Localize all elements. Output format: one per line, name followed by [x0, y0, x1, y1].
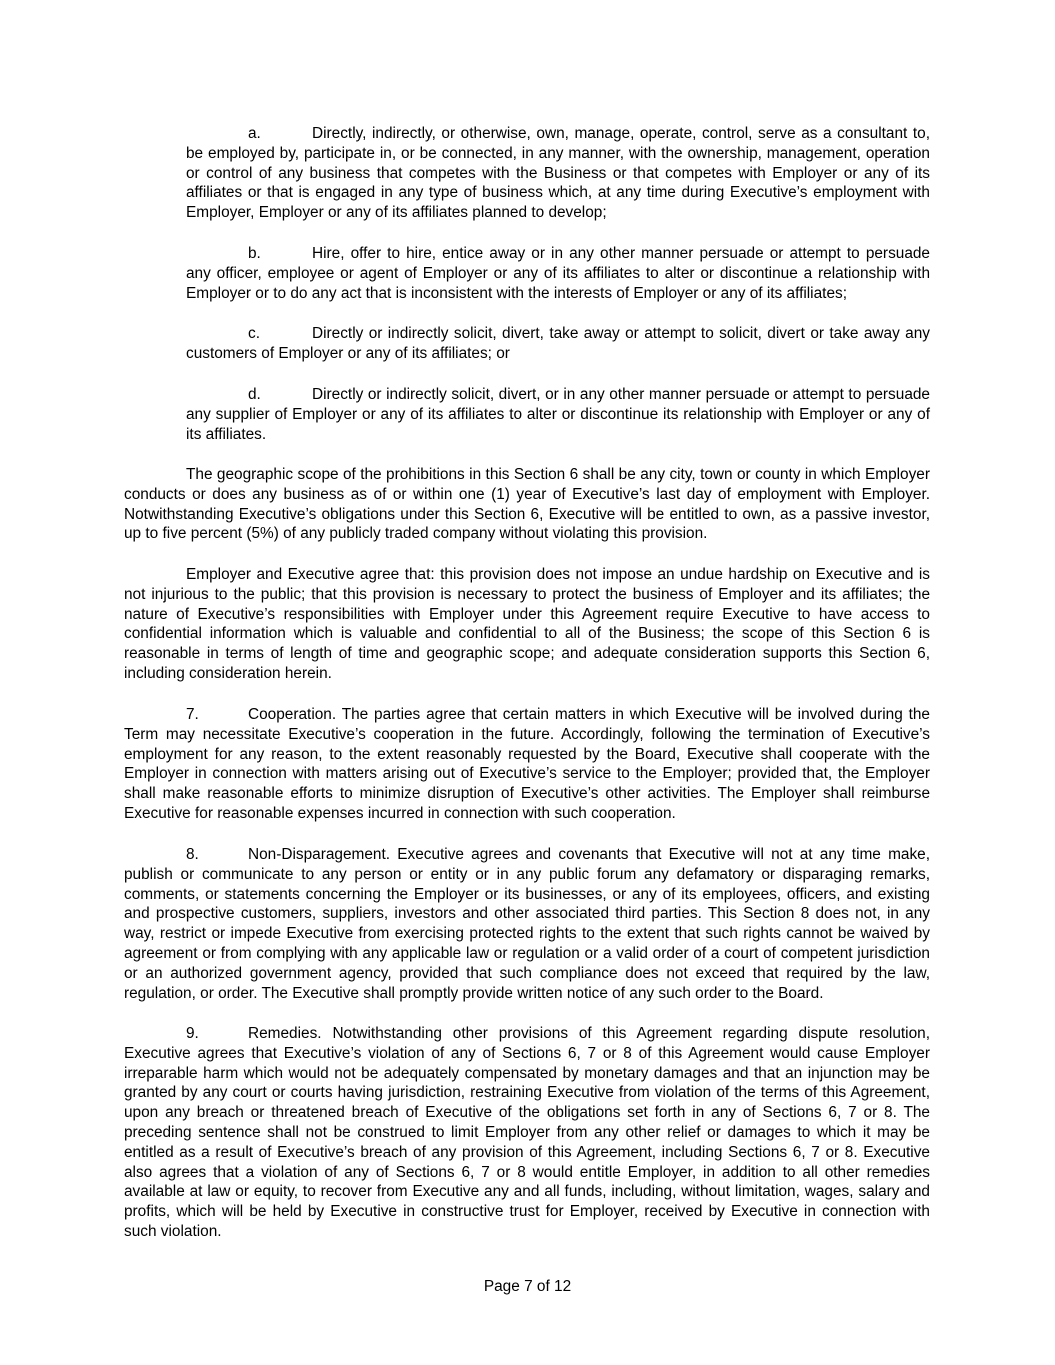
clause-b-text: Hire, offer to hire, entice away or in any other manner persuade or attempt to persuade any officer, employee or agent of Employer or any of its affiliates to alter or discontinue a relationship with Employer or to do any act that is inconsistent with the interests of Employer or any of its affiliates;	[186, 245, 930, 302]
clause-d-marker: d.	[248, 386, 261, 403]
section-9	[124, 1024, 930, 1242]
page-number-footer: Page 7 of 12	[483, 1278, 572, 1295]
agreement-paragraph	[124, 565, 930, 684]
geographic-scope-paragraph	[124, 465, 930, 544]
clause-a	[186, 124, 930, 223]
section-9-text: Notwithstanding other provisions of this Agreement regarding dispute resolution, Executive agrees that Executive’s violation of any of Sections 6, 7 or 8 of this Agreement would cause Employer irreparable harm which would not be adequately compensated by monetary damages and that an injunction may be granted by any court or courts having jurisdiction, restraining Executive from violation of the terms of this Agreement, upon any breach or threatened breach of Executive of the obligations set forth in any of Sections 6, 7 or 8. The preceding sentence shall not be construed to limit Employer from any other relief or damages to which it may be entitled as a result of Executive’s breach of any provision of this Agreement, including Sections 6, 7 or 8. Executive also agrees that a violation of any of Sections 6, 7 or 8 would entitle Employer, in addition to all other remedies available at law or equity, to recover from Executive any and all funds, including, without limitation, wages, salary and profits, which will be held by Executive in constructive trust for Employer, received by Executive in connection with such violation.	[124, 1025, 930, 1240]
clause-c-marker: c.	[248, 325, 260, 342]
clause-d	[186, 385, 930, 444]
clause-a-marker: a.	[248, 125, 261, 142]
clause-d-text: Directly or indirectly solicit, divert, or in any other manner persuade or attempt to persuade any supplier of Employer or any of its affiliates to alter or discontinue its relationship with Employer or any of its affiliates.	[186, 386, 930, 443]
section-8-heading: Non-Disparagement.	[248, 846, 391, 863]
section-9-number: 9.	[186, 1025, 199, 1042]
section-7-number: 7.	[186, 706, 199, 723]
clause-c-text: Directly or indirectly solicit, divert, take away or attempt to solicit, divert or take away any customers of Employer or any of its affiliates; or	[186, 325, 930, 362]
agreement-text: Employer and Executive agree that: this provision does not impose an undue hardship on Executive and is not injurious to the public; that this provision is necessary to protect the business of Employer and its affiliates; the nature of Executive’s responsibilities with Employer under this Agreement require Executive to have access to confidential information which is valuable and confidential to all of the Business; the scope of this Section 6 is reasonable in terms of length of time and geographic scope; and adequate consideration supports this Section 6, including consideration herein.	[124, 566, 930, 682]
geographic-scope-text: The geographic scope of the prohibitions in this Section 6 shall be any city, town or county in which Employer conducts or does any business as of or within one (1) year of Executive’s last day of employment with Employer. Notwithstanding Executive’s obligations under this Section 6, Executive will be entitled to own, as a passive investor, up to five percent (5%) of any publicly traded company without violating this provision.	[124, 466, 930, 543]
section-7-text: The parties agree that certain matters in which Executive will be involved during the Term may necessitate Executive’s cooperation in the future. Accordingly, following the termination of Executive’s employment for any reason, to the extent reasonably requested by the Board, Executive shall cooperate with the Employer in connection with matters arising out of Executive’s service to the Employer; provided that, the Employer shall make reasonable efforts to minimize disruption of Executive’s other activities. The Employer shall reimburse Executive for reasonable expenses incurred in connection with such cooperation.	[124, 706, 930, 822]
section-7-heading: Cooperation.	[248, 706, 337, 723]
clause-b-marker: b.	[248, 245, 261, 262]
section-8-number: 8.	[186, 846, 199, 863]
section-8	[124, 845, 930, 1003]
section-8-text: Executive agrees and covenants that Executive will not at any time make, publish or communicate to any person or entity or in any public forum any defamatory or disparaging remarks, comments, or statements concerning the Employer or its businesses, or any of its employees, officers, and existing and prospective customers, suppliers, investors and other associated third parties. This Section 8 does not, in any way, restrict or impede Executive from exercising protected rights to the extent that such rights cannot be waived by agreement or from complying with any applicable law or regulation or a valid order of a court of competent jurisdiction or an authorized government agency, provided that such compliance does not exceed that required by the law, regulation, or order. The Executive shall promptly provide written notice of any such order to the Board.	[124, 846, 930, 1002]
clause-c	[186, 324, 930, 364]
clause-b	[186, 244, 930, 303]
section-7	[124, 705, 930, 824]
section-9-heading: Remedies.	[248, 1025, 322, 1042]
clause-a-text: Directly, indirectly, or otherwise, own, manage, operate, control, serve as a consultant to, be employed by, participate in, or be connected, in any manner, with the ownership, management, operation or control of any business that competes with the Business or that competes with Employer or any of its affiliates or that is engaged in any type of business which, at any time during Executive’s employment with Employer, Employer or any of its affiliates planned to develop;	[186, 125, 930, 222]
